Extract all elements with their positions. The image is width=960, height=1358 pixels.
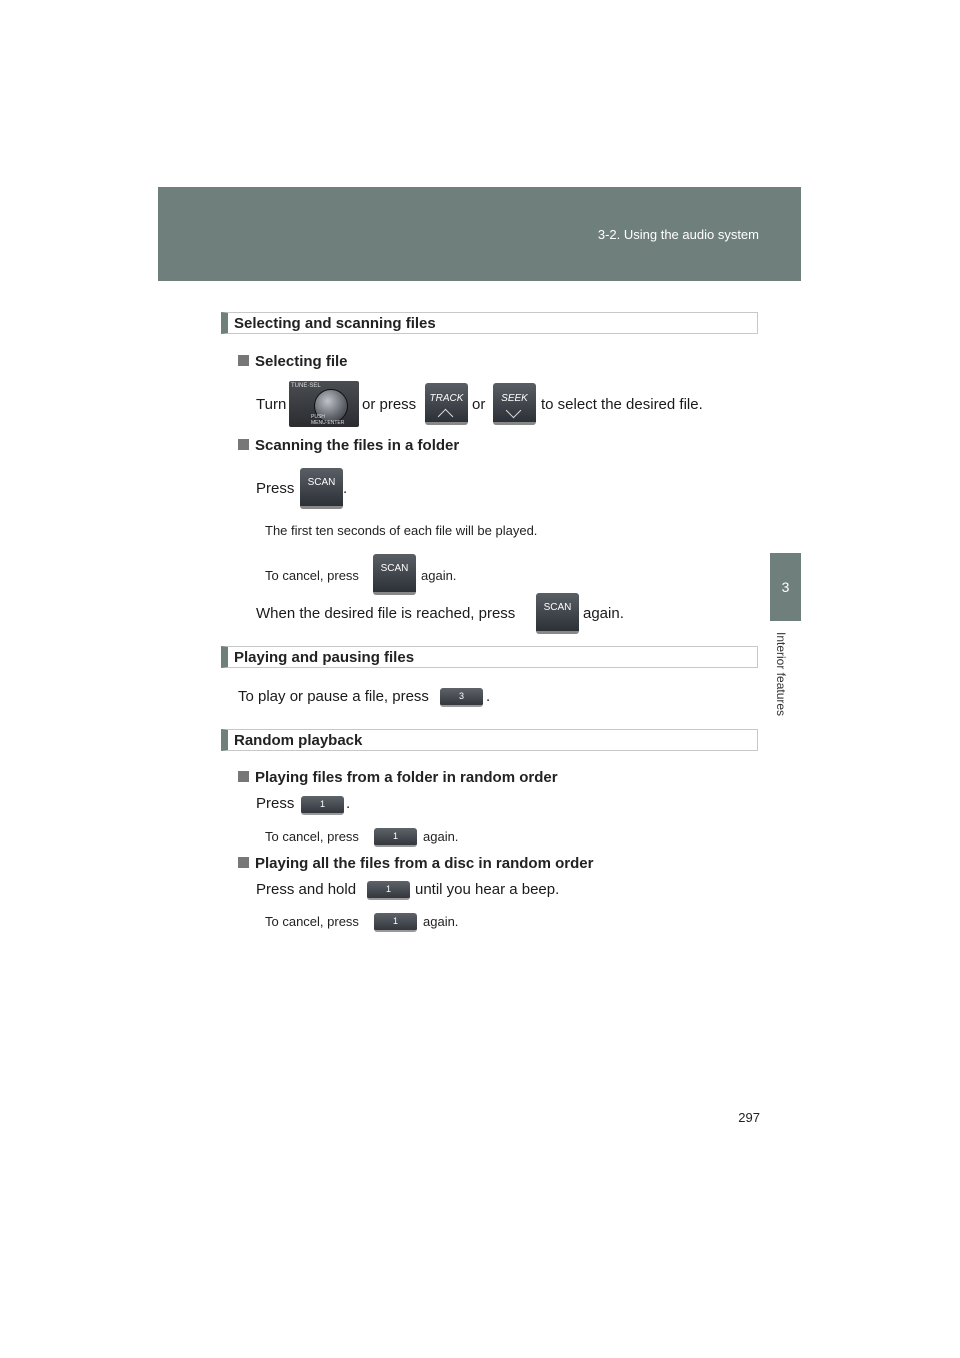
section-random-playback — [221, 729, 758, 751]
button-1-icon — [367, 881, 410, 900]
button-1-label: 1 — [392, 916, 398, 926]
button-1-label: 1 — [392, 831, 398, 841]
cancel-random-folder-text: To cancel, press — [265, 829, 359, 844]
scan-label: SCAN — [380, 563, 409, 574]
period-text: . — [486, 688, 491, 705]
scan-label: SCAN — [307, 477, 336, 488]
press-text: Press — [256, 480, 295, 497]
button-3-label: 3 — [458, 691, 464, 701]
button-3-icon — [440, 688, 483, 707]
square-bullet-icon — [238, 355, 249, 366]
header-band — [158, 187, 801, 281]
turn-text: Turn — [256, 396, 287, 413]
subheading-text: Playing all the files from a disc in random order — [255, 855, 594, 872]
again-text: again. — [423, 914, 459, 929]
scan-button-icon — [536, 593, 579, 634]
button-1-label: 1 — [385, 884, 391, 894]
square-bullet-icon — [238, 439, 249, 450]
period-text: . — [343, 480, 348, 497]
subheading-select-file — [238, 353, 348, 370]
subheading-scanning — [238, 437, 459, 454]
square-bullet-icon — [238, 857, 249, 868]
button-1-icon — [301, 796, 344, 815]
tune-sel-knob-icon — [289, 381, 359, 427]
cancel-random-disc-text: To cancel, press — [265, 914, 359, 929]
section-title-random: Random playback — [234, 732, 363, 749]
knob-label-top: TUNE·SEL — [291, 383, 321, 389]
chapter-tab — [770, 553, 801, 621]
button-1-label: 1 — [319, 799, 325, 809]
subheading-random-disc — [238, 855, 593, 872]
period-text: . — [346, 795, 351, 812]
button-1-icon — [374, 913, 417, 932]
subheading-text: Playing files from a folder in random order — [255, 769, 558, 786]
section-title-playing: Playing and pausing files — [234, 649, 415, 666]
play-pause-text: To play or pause a file, press — [238, 688, 429, 705]
track-button-icon — [425, 383, 468, 425]
again-text: again. — [583, 605, 624, 622]
chevron-up-icon — [438, 409, 454, 425]
section-selecting-scanning — [221, 312, 758, 334]
scan-button-icon — [300, 468, 343, 509]
seek-button-icon — [493, 383, 536, 425]
cancel-scan-text: To cancel, press — [265, 568, 359, 583]
section-title: 3-2. Using the audio system — [597, 227, 759, 242]
scan-label: SCAN — [543, 602, 572, 613]
subheading-random-folder — [238, 769, 558, 786]
section-title-selecting: Selecting and scanning files — [234, 315, 436, 332]
track-label: TRACK — [429, 393, 464, 404]
or-press-text: or press — [362, 396, 417, 413]
chapter-number: 3 — [781, 579, 790, 595]
knob-label-bottom: PUSH MENU·ENTER — [311, 414, 345, 426]
select-desired-text: to select the desired file. — [541, 396, 703, 413]
subheading-text: Selecting file — [255, 353, 348, 370]
chapter-label-container — [772, 632, 792, 752]
press-hold-text: Press and hold — [256, 881, 357, 898]
or-text: or — [472, 396, 486, 413]
chapter-label: Interior features — [774, 632, 788, 717]
again-text: again. — [421, 568, 457, 583]
button-1-icon — [374, 828, 417, 847]
section-playing-pausing — [221, 646, 758, 668]
until-beep-text: until you hear a beep. — [415, 881, 560, 898]
scan-button-icon — [373, 554, 416, 595]
scan-note: The first ten seconds of each file will be played. — [265, 523, 538, 538]
press-text: Press — [256, 795, 295, 812]
square-bullet-icon — [238, 771, 249, 782]
subheading-text: Scanning the files in a folder — [255, 437, 460, 454]
again-text: again. — [423, 829, 459, 844]
page-number: 297 — [738, 1110, 760, 1125]
chevron-down-icon — [506, 403, 522, 419]
seek-label: SEEK — [501, 393, 528, 404]
desired-reached-text: When the desired file is reached, press — [256, 605, 516, 622]
